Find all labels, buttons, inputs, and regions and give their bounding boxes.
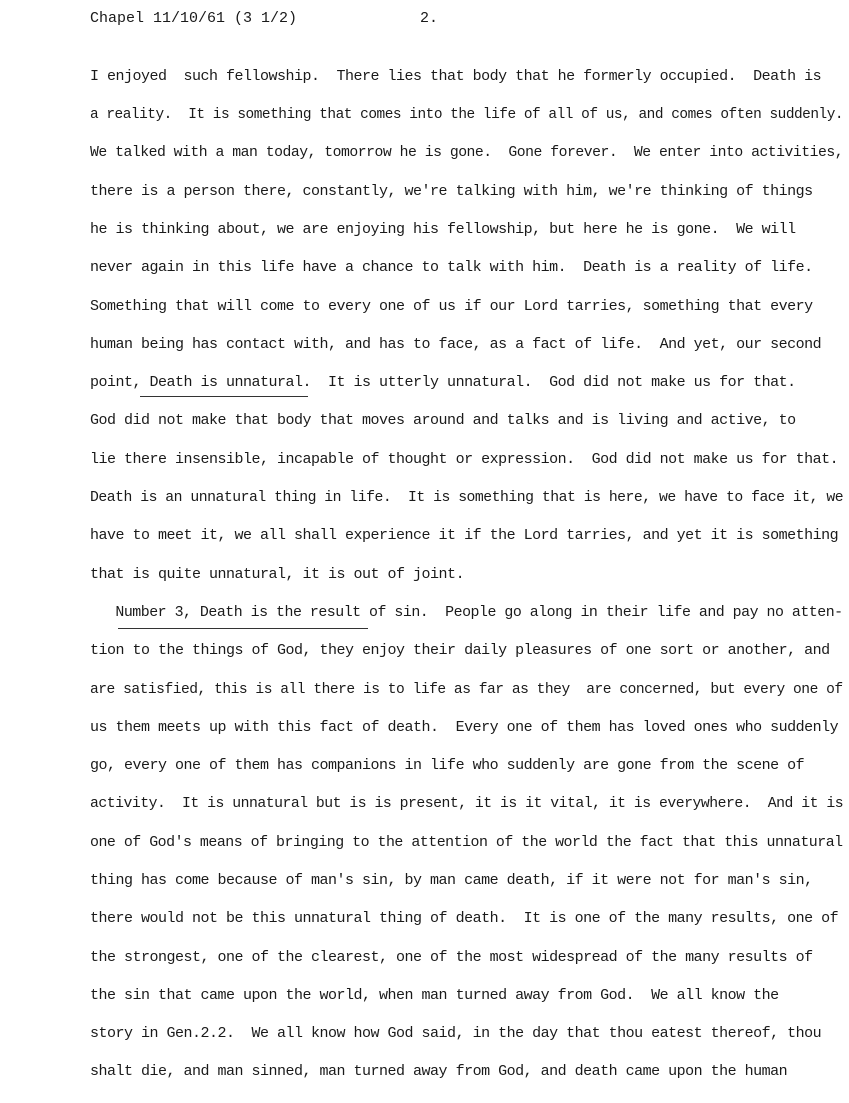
text-line: he is thinking about, we are enjoying his fellowship, but here he is gone. We will	[90, 221, 796, 238]
text-line: there would not be this unnatural thing of death. It is one of the many results, one of	[90, 910, 839, 927]
text-line: a reality. It is something that comes into the life of all of us, and comes often suddenly.	[90, 106, 844, 123]
text-line: that is quite unnatural, it is out of joint.	[90, 566, 465, 583]
text-line: Number 3, Death is the result of sin. People go along in their life and pay no atten-	[90, 604, 843, 621]
text-line: never again in this life have a chance to talk with him. Death is a reality of life.	[90, 259, 813, 276]
document-header: Chapel 11/10/61 (3 1/2)	[90, 10, 298, 27]
text-line: the sin that came upon the world, when man turned away from God. We all know the	[90, 987, 779, 1004]
text-line: story in Gen.2.2. We all know how God said, in the day that thou eatest thereof, thou	[90, 1025, 822, 1042]
underline-death-is-unnatural	[140, 396, 308, 397]
text-line: one of God's means of bringing to the attention of the world the fact that this unnatural	[90, 834, 843, 851]
text-line: point, Death is unnatural. It is utterly unnatural. God did not make us for that.	[90, 374, 796, 391]
underline-number-3	[118, 628, 368, 629]
text-line: activity. It is unnatural but is is present, it is it vital, it is everywhere. And it is	[90, 795, 844, 812]
text-line: Death is an unnatural thing in life. It is something that is here, we have to face it, we	[90, 489, 844, 506]
text-line: shalt die, and man sinned, man turned away from God, and death came upon the human	[90, 1063, 788, 1080]
text-line: the strongest, one of the clearest, one of the most widespread of the many results of	[90, 949, 813, 966]
text-line: We talked with a man today, tomorrow he is gone. Gone forever. We enter into activities,	[90, 144, 844, 161]
page-number: 2.	[420, 10, 439, 27]
text-line: go, every one of them has companions in life who suddenly are gone from the scene of	[90, 757, 805, 774]
text-line: are satisfied, this is all there is to life as far as they are concerned, but every one of	[90, 681, 843, 698]
text-line: I enjoyed such fellowship. There lies that body that he formerly occupied. Death is	[90, 68, 822, 85]
text-line: there is a person there, constantly, we're talking with him, we're thinking of things	[90, 183, 813, 200]
text-line: human being has contact with, and has to face, as a fact of life. And yet, our second	[90, 336, 822, 353]
text-line: Something that will come to every one of us if our Lord tarries, something that every	[90, 298, 813, 315]
text-line: have to meet it, we all shall experience it if the Lord tarries, and yet it is something	[90, 527, 839, 544]
text-line: God did not make that body that moves around and talks and is living and active, to	[90, 412, 796, 429]
text-line: tion to the things of God, they enjoy their daily pleasures of one sort or another, and	[90, 642, 830, 659]
text-line: us them meets up with this fact of death. Every one of them has loved ones who suddenly	[90, 719, 839, 736]
text-line: lie there insensible, incapable of thought or expression. God did not make us for that.	[90, 451, 839, 468]
text-line: thing has come because of man's sin, by man came death, if it were not for man's sin,	[90, 872, 813, 889]
